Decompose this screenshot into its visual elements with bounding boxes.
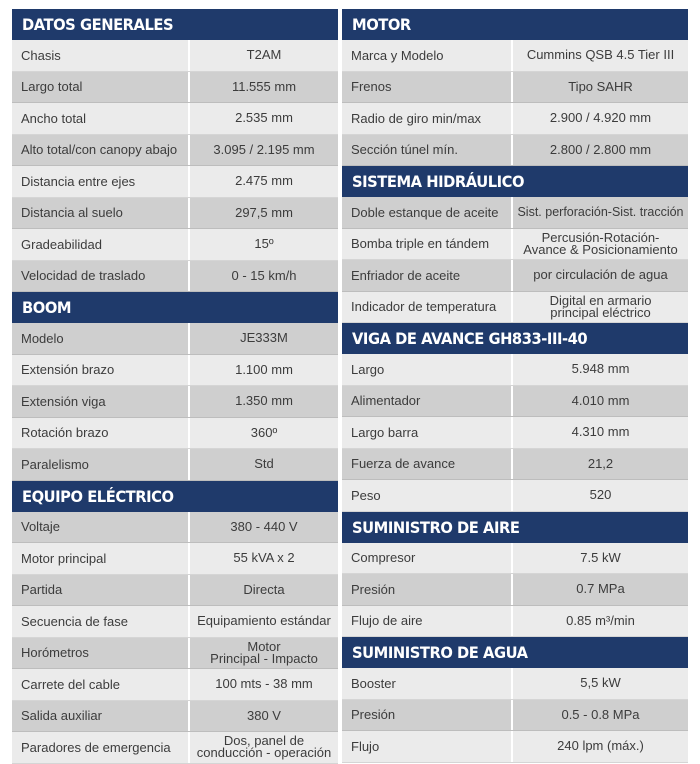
spec-label: Alto total/con canopy abajo	[12, 135, 190, 166]
spec-row-extension-brazo	[12, 355, 338, 387]
spec-value: 0.5 - 0.8 MPa	[513, 700, 688, 731]
spec-value-line: Avance & Posicionamiento	[523, 241, 678, 257]
spec-value-line: principal eléctrico	[550, 304, 651, 320]
spec-label: Peso	[342, 480, 513, 511]
spec-label: Modelo	[12, 323, 190, 354]
section-header-suministro-agua: SUMINISTRO DE AGUA	[342, 637, 688, 668]
spec-row-largo	[342, 354, 688, 386]
spec-row-largo-total	[12, 72, 338, 104]
spec-value: 520	[513, 480, 688, 511]
spec-value-line: Percusión-Rotación-	[541, 229, 660, 245]
spec-value: 380 V	[190, 701, 338, 732]
spec-value: 0 - 15 km/h	[190, 261, 338, 292]
spec-row-compresor	[342, 543, 688, 575]
left-column	[12, 9, 338, 764]
spec-row-frenos	[342, 72, 688, 104]
spec-row-rotacion-brazo	[12, 418, 338, 450]
spec-value: 15º	[190, 229, 338, 260]
spec-row-bomba-triple	[342, 229, 688, 261]
spec-row-paralelismo	[12, 449, 338, 481]
spec-value: Std	[190, 449, 338, 480]
spec-row-alimentador	[342, 386, 688, 418]
spec-label: Booster	[342, 668, 513, 699]
spec-label: Paralelismo	[12, 449, 190, 480]
spec-label: Motor principal	[12, 543, 190, 574]
spec-row-doble-estanque	[342, 197, 688, 229]
spec-label: Gradeabilidad	[12, 229, 190, 260]
spec-row-fuerza-avance	[342, 449, 688, 481]
spec-row-partida	[12, 575, 338, 607]
spec-row-extension-viga	[12, 386, 338, 418]
section-header-motor: MOTOR	[342, 9, 688, 40]
spec-value: 240 lpm (máx.)	[513, 731, 688, 762]
spec-row-alto-total	[12, 135, 338, 167]
spec-row-indicador-temperatura	[342, 292, 688, 324]
spec-label: Enfriador de aceite	[342, 260, 513, 291]
spec-value: 0.85 m³/min	[513, 606, 688, 637]
spec-label: Presión	[342, 700, 513, 731]
spec-label: Flujo	[342, 731, 513, 762]
spec-value: Directa	[190, 575, 338, 606]
spec-row-radio-giro	[342, 103, 688, 135]
spec-value: Cummins QSB 4.5 Tier III	[513, 40, 688, 71]
spec-row-chasis	[12, 40, 338, 72]
spec-row-marca-modelo	[342, 40, 688, 72]
spec-label: Distancia al suelo	[12, 198, 190, 229]
section-header-boom: BOOM	[12, 292, 338, 323]
spec-label: Extensión brazo	[12, 355, 190, 386]
spec-row-peso	[342, 480, 688, 512]
spec-label: Sección túnel mín.	[342, 135, 513, 166]
spec-label: Salida auxiliar	[12, 701, 190, 732]
spec-row-largo-barra	[342, 417, 688, 449]
spec-value: 0.7 MPa	[513, 574, 688, 605]
spec-label: Distancia entre ejes	[12, 166, 190, 197]
spec-value: 3.095 / 2.195 mm	[190, 135, 338, 166]
spec-label: Indicador de temperatura	[342, 292, 513, 323]
spec-label: Largo	[342, 354, 513, 385]
spec-value: por circulación de agua	[513, 260, 688, 291]
spec-value	[513, 292, 688, 323]
spec-label: Doble estanque de aceite	[342, 197, 513, 228]
spec-row-presion-agua	[342, 700, 688, 732]
spec-value: 4.310 mm	[513, 417, 688, 448]
spec-value	[190, 732, 338, 763]
spec-value: 5.948 mm	[513, 354, 688, 385]
spec-label: Bomba triple en tándem	[342, 229, 513, 260]
spec-row-booster	[342, 668, 688, 700]
spec-value: 100 mts - 38 mm	[190, 669, 338, 700]
spec-value: Tipo SAHR	[513, 72, 688, 103]
spec-row-horometros	[12, 638, 338, 670]
spec-value: 4.010 mm	[513, 386, 688, 417]
spec-row-voltaje	[12, 512, 338, 544]
spec-value: 360º	[190, 418, 338, 449]
spec-row-distancia-suelo	[12, 198, 338, 230]
spec-row-paradores-emergencia	[12, 732, 338, 764]
spec-row-carrete-cable	[12, 669, 338, 701]
right-column	[342, 9, 688, 763]
spec-row-motor-principal	[12, 543, 338, 575]
spec-label: Carrete del cable	[12, 669, 190, 700]
spec-label: Presión	[342, 574, 513, 605]
spec-label: Alimentador	[342, 386, 513, 417]
spec-value: 1.350 mm	[190, 386, 338, 417]
spec-value: 2.800 / 2.800 mm	[513, 135, 688, 166]
spec-value: 7.5 kW	[513, 543, 688, 574]
spec-value: Sist. perforación-Sist. tracción	[513, 197, 688, 228]
section-header-datos-generales: DATOS GENERALES	[12, 9, 338, 40]
spec-value	[513, 229, 688, 260]
spec-label: Radio de giro min/max	[342, 103, 513, 134]
spec-label: Voltaje	[12, 512, 190, 543]
spec-row-secuencia-fase	[12, 606, 338, 638]
spec-row-modelo	[12, 323, 338, 355]
spec-label: Horómetros	[12, 638, 190, 669]
spec-label: Compresor	[342, 543, 513, 574]
spec-label: Frenos	[342, 72, 513, 103]
spec-label: Rotación brazo	[12, 418, 190, 449]
spec-value-line: conducción - operación	[196, 745, 332, 761]
spec-label: Chasis	[12, 40, 190, 71]
spec-label: Marca y Modelo	[342, 40, 513, 71]
spec-value: 297,5 mm	[190, 198, 338, 229]
section-header-suministro-aire: SUMINISTRO DE AIRE	[342, 512, 688, 543]
spec-label: Partida	[12, 575, 190, 606]
spec-value: JE333M	[190, 323, 338, 354]
spec-row-velocidad	[12, 261, 338, 293]
spec-value: T2AM	[190, 40, 338, 71]
spec-row-salida-auxiliar	[12, 701, 338, 733]
spec-value: 2.475 mm	[190, 166, 338, 197]
spec-value: 11.555 mm	[190, 72, 338, 103]
spec-label: Velocidad de traslado	[12, 261, 190, 292]
spec-value-line: Principal - Impacto	[210, 650, 318, 666]
spec-row-enfriador	[342, 260, 688, 292]
spec-row-seccion-tunel	[342, 135, 688, 167]
spec-value: 2.535 mm	[190, 103, 338, 134]
spec-label: Paradores de emergencia	[12, 732, 190, 763]
spec-value: 21,2	[513, 449, 688, 480]
spec-value: Equipamiento estándar	[190, 606, 338, 637]
spec-value-line: Dos, panel de	[223, 733, 305, 749]
spec-row-presion-aire	[342, 574, 688, 606]
spec-row-flujo-aire	[342, 606, 688, 638]
spec-row-gradeabilidad	[12, 229, 338, 261]
spec-value	[190, 638, 338, 669]
spec-label: Largo total	[12, 72, 190, 103]
spec-value: 2.900 / 4.920 mm	[513, 103, 688, 134]
spec-value: 1.100 mm	[190, 355, 338, 386]
spec-label: Flujo de aire	[342, 606, 513, 637]
spec-label: Fuerza de avance	[342, 449, 513, 480]
spec-row-flujo	[342, 731, 688, 763]
spec-value-line: Motor	[247, 638, 281, 654]
spec-label: Secuencia de fase	[12, 606, 190, 637]
section-header-equipo-electrico: EQUIPO ELÉCTRICO	[12, 481, 338, 512]
spec-row-distancia-ejes	[12, 166, 338, 198]
section-header-sistema-hidraulico: SISTEMA HIDRÁULICO	[342, 166, 688, 197]
spec-value: 380 - 440 V	[190, 512, 338, 543]
spec-row-ancho-total	[12, 103, 338, 135]
spec-label: Largo barra	[342, 417, 513, 448]
spec-label: Extensión viga	[12, 386, 190, 417]
spec-value-line: Digital en armario	[549, 292, 652, 308]
section-header-viga-avance: VIGA DE AVANCE GH833-III-40	[342, 323, 688, 354]
spec-value: 55 kVA x 2	[190, 543, 338, 574]
spec-value: 5,5 kW	[513, 668, 688, 699]
spec-label: Ancho total	[12, 103, 190, 134]
